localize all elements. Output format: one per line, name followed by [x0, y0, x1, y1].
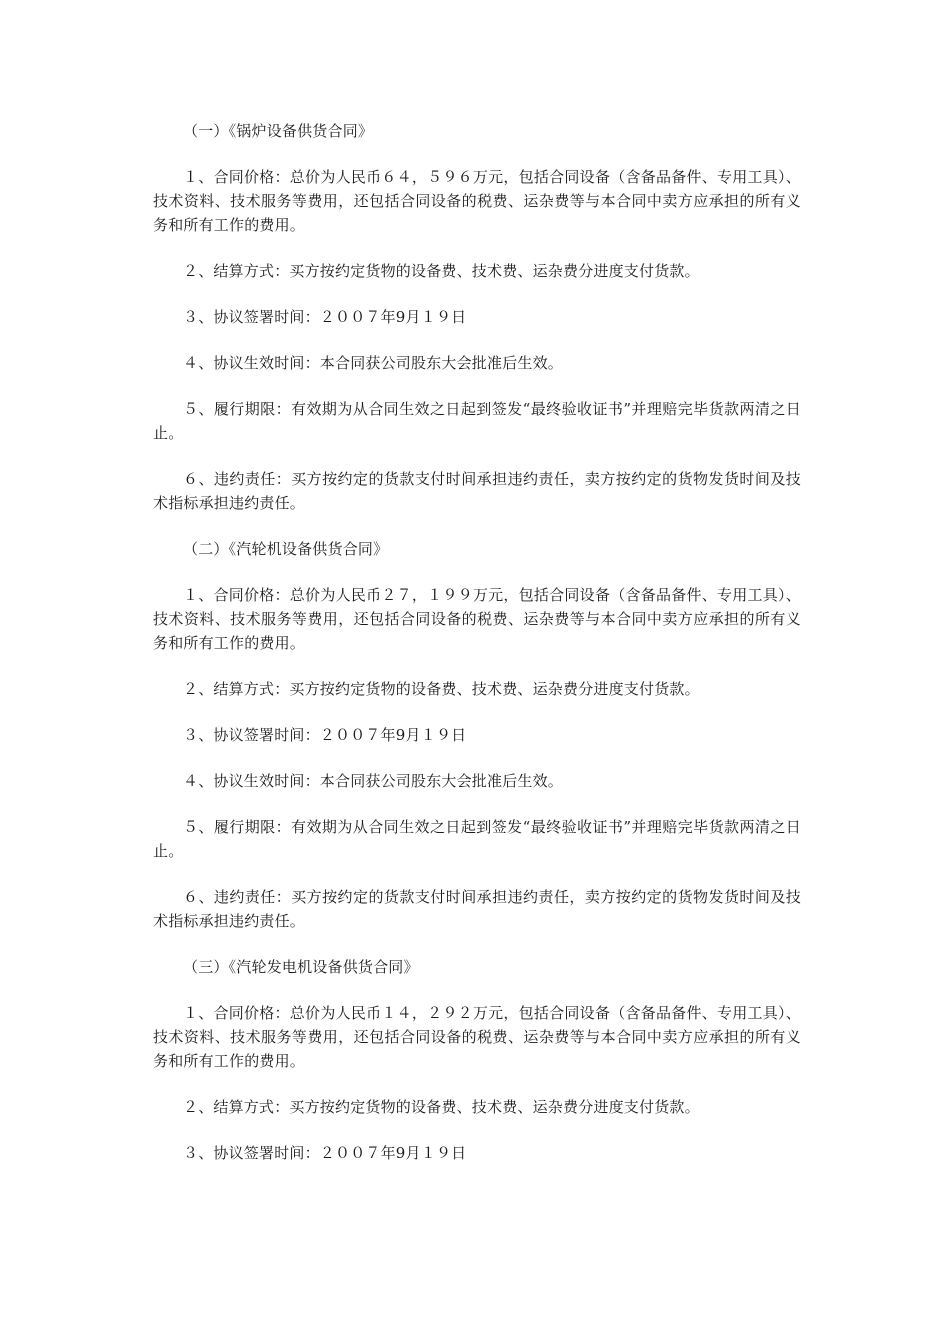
spacer	[153, 793, 801, 815]
section-1-item-6: ６、违约责任：买方按约定的货款支付时间承担违约责任，卖方按约定的货物发货时间及技术指标承担违约责任。	[153, 470, 801, 512]
section-1-item-3: ３、协议签署时间：２００７年9月１９日	[183, 308, 467, 326]
spacer	[153, 375, 801, 397]
section-1-heading: （一）《锅炉设备供货合同》	[183, 122, 374, 140]
spacer	[153, 933, 801, 955]
section-3-item-3: ３、协议签署时间：２００７年9月１９日	[183, 1144, 467, 1162]
spacer	[153, 1119, 801, 1141]
spacer	[153, 701, 801, 723]
section-3-item-2: ２、结算方式：买方按约定货物的设备费、技术费、运杂费分进度支付货款。	[183, 1098, 700, 1116]
spacer	[153, 445, 801, 467]
section-2-item-4: ４、协议生效时间：本合同获公司股东大会批准后生效。	[183, 772, 564, 790]
spacer	[153, 1073, 801, 1095]
section-1-item-4: ４、协议生效时间：本合同获公司股东大会批准后生效。	[183, 354, 564, 372]
section-2-heading: （二）《汽轮机设备供货合同》	[183, 540, 389, 558]
section-1-item-5: ５、履行期限：有效期为从合同生效之日起到签发“最终验收证书”并理赔完毕货款两清之日止。	[153, 400, 801, 442]
section-3-item-1: １、合同价格：总价为人民币１４，２９２万元，包括合同设备（含备品备件、专用工具）、技术资料、技术服务等费用，还包括合同设备的税费、运杂费等与本合同中卖方应承担的所有义务和所有工作的费用。	[153, 1004, 801, 1070]
section-2-item-5: ５、履行期限：有效期为从合同生效之日起到签发“最终验收证书”并理赔完毕货款两清之日止。	[153, 818, 801, 860]
section-2-item-3: ３、协议签署时间：２００７年9月１９日	[183, 726, 467, 744]
section-3-heading: （三）《汽轮发电机设备供货合同》	[183, 958, 419, 976]
section-2-item-2: ２、结算方式：买方按约定货物的设备费、技术费、运杂费分进度支付货款。	[183, 680, 700, 698]
spacer	[153, 329, 801, 351]
spacer	[153, 863, 801, 885]
section-2-item-1: １、合同价格：总价为人民币２７，１９９万元，包括合同设备（含备品备件、专用工具）、技术资料、技术服务等费用，还包括合同设备的税费、运杂费等与本合同中卖方应承担的所有义务和所有工作的费用。	[153, 586, 801, 652]
spacer	[153, 515, 801, 537]
spacer	[153, 979, 801, 1001]
spacer	[153, 561, 801, 583]
section-1-item-1: １、合同价格：总价为人民币６４，５９６万元，包括合同设备（含备品备件、专用工具）、技术资料、技术服务等费用，还包括合同设备的税费、运杂费等与本合同中卖方应承担的所有义务和所有工作的费用。	[153, 168, 801, 234]
spacer	[153, 237, 801, 259]
spacer	[153, 143, 801, 165]
section-2-item-6: ６、违约责任：买方按约定的货款支付时间承担违约责任，卖方按约定的货物发货时间及技术指标承担违约责任。	[153, 888, 801, 930]
spacer	[153, 747, 801, 769]
spacer	[153, 283, 801, 305]
document-body	[153, 119, 801, 1165]
section-1-item-2: ２、结算方式：买方按约定货物的设备费、技术费、运杂费分进度支付货款。	[183, 262, 700, 280]
spacer	[153, 655, 801, 677]
